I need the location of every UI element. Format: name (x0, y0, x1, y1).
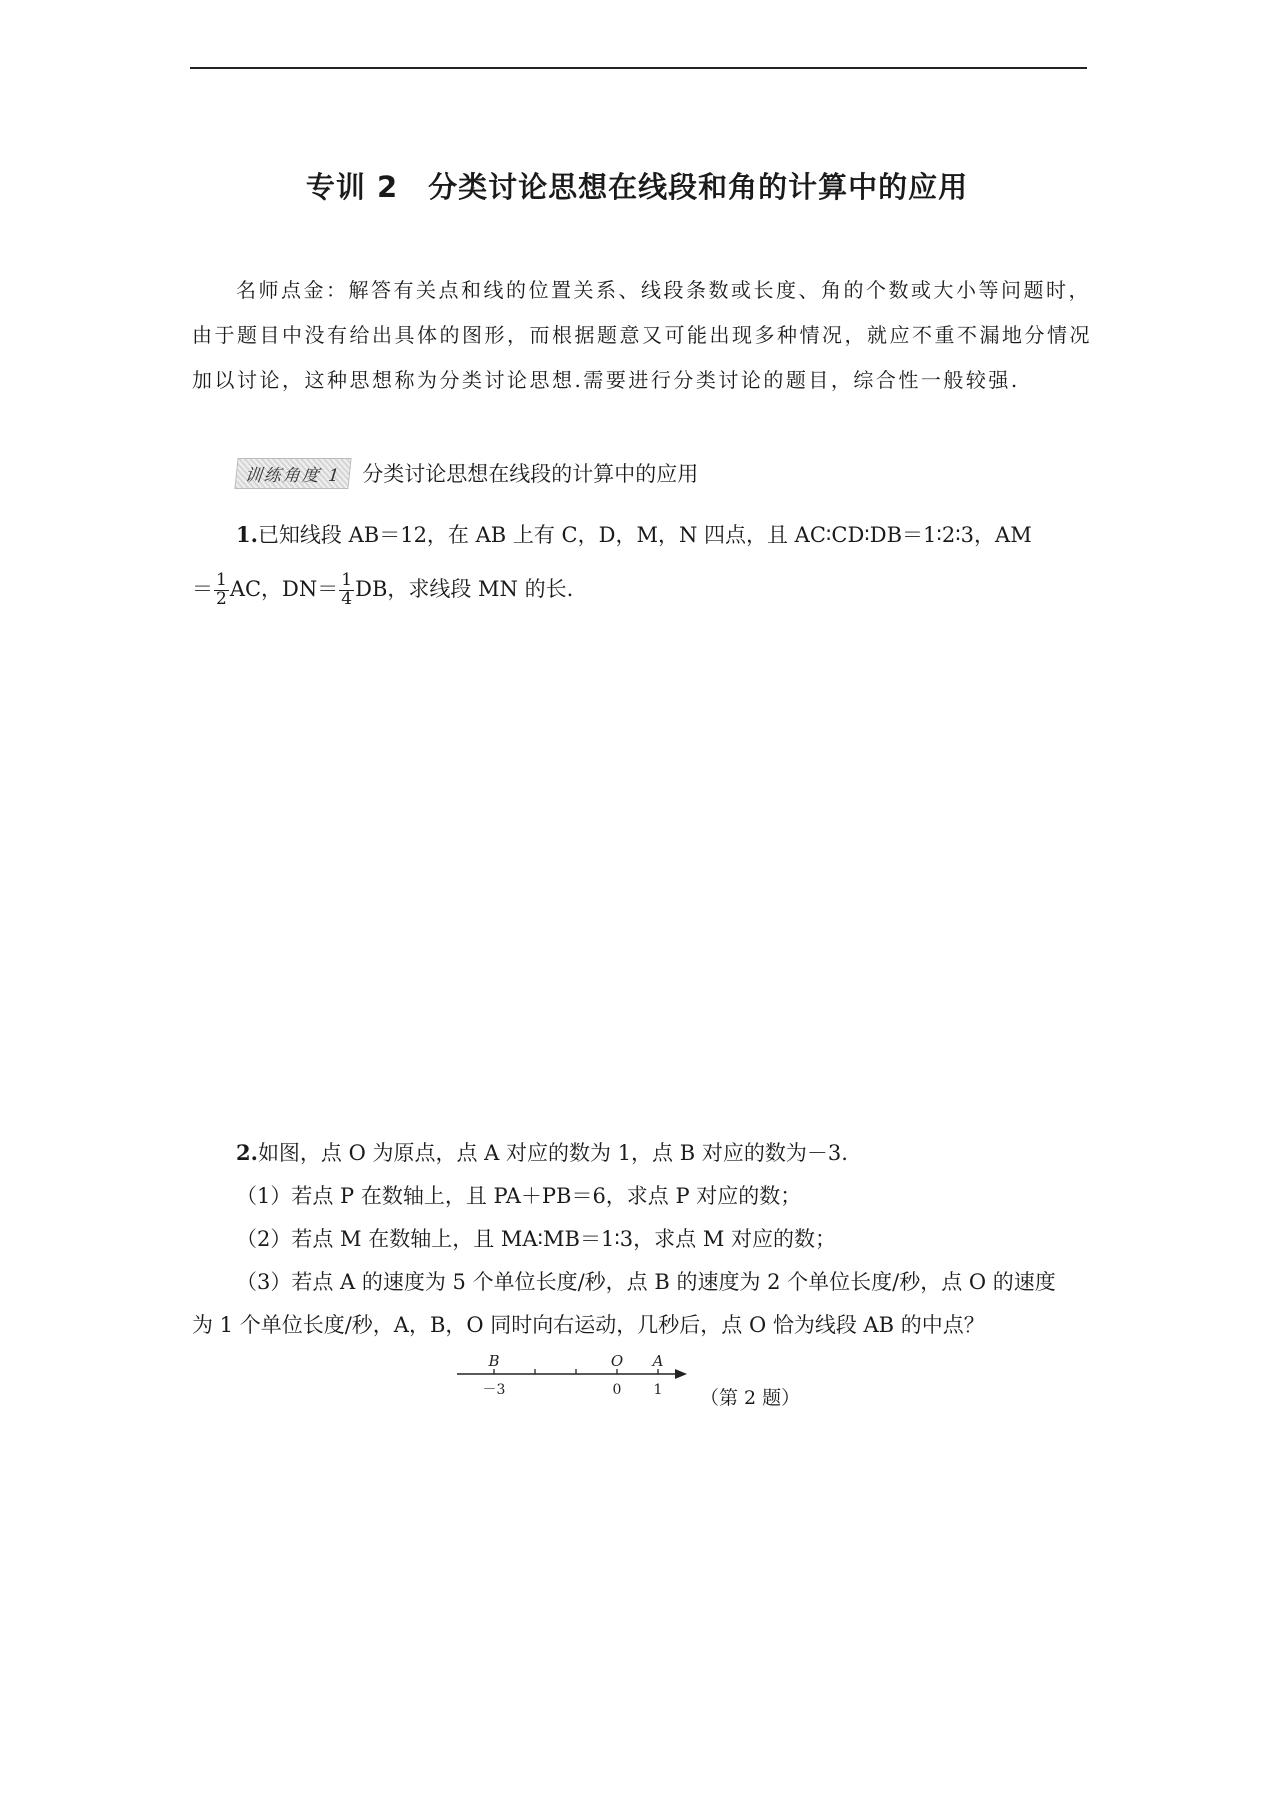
fraction-one-quarter (339, 572, 354, 609)
fraction-denominator: 2 (216, 589, 227, 609)
fraction-one-half (214, 572, 229, 609)
question-1-line-1 (192, 508, 1087, 562)
figure-caption: （第 2 题） (700, 1387, 801, 1409)
number-line-arrow (675, 1369, 687, 1379)
fraction-numerator: 1 (341, 570, 353, 591)
header-rule (190, 67, 1087, 69)
question-text: AC，DN＝ (229, 577, 339, 601)
section-title: 分类讨论思想在线段的计算中的应用 (362, 462, 699, 486)
fraction-numerator: 1 (216, 570, 227, 591)
question-1 (192, 508, 1087, 616)
question-2-part-3: （3）若点 A 的速度为 5 个单位长度/秒，点 B 的速度为 2 个单位长度/秒，点 O 的速度 (236, 1270, 1056, 1294)
question-text: 如图，点 O 为原点，点 A 对应的数为 1，点 B 对应的数为－3. (257, 1141, 848, 1165)
number-line (455, 1352, 695, 1407)
fraction-denominator: 4 (341, 589, 353, 609)
equals-sign: ＝ (192, 577, 213, 601)
tip-line: 加以讨论，这种思想称为分类讨论思想.需要进行分类讨论的题目，综合性一般较强. (192, 368, 1020, 392)
training-badge: 训练角度 1 (234, 458, 351, 489)
question-number: 1. (236, 522, 258, 547)
number-line-figure (455, 1352, 801, 1409)
question-number: 2. (236, 1140, 258, 1165)
tip-line: 由于题目中没有给出具体的图形，而根据题意又可能出现多种情况，就应不重不漏地分情况 (192, 323, 1092, 347)
point-label-A: A (652, 1352, 664, 1370)
tip-paragraph (192, 268, 1092, 403)
question-1-line-2 (192, 562, 1087, 616)
tick-label-A: 1 (653, 1382, 663, 1398)
section-heading (236, 455, 698, 491)
question-2 (192, 1131, 1087, 1347)
question-2-part-3-continued: 为 1 个单位长度/秒，A，B，O 同时向右运动，几秒后，点 O 恰为线段 AB 的中点？ (192, 1313, 985, 1337)
page-title: 专训 2 分类讨论思想在线段和角的计算中的应用 (305, 170, 969, 204)
question-text: DB，求线段 MN 的长. (355, 577, 574, 601)
tip-line: 名师点金：解答有关点和线的位置关系、线段条数或长度、角的个数或大小等问题时， (236, 278, 1091, 302)
point-label-B: B (488, 1352, 500, 1370)
tick-label-O: 0 (612, 1382, 622, 1398)
question-2-intro (192, 1131, 1087, 1175)
question-text: 已知线段 AB＝12，在 AB 上有 C，D，M，N 四点，且 AC∶CD∶DB＝1∶2∶3，AM (257, 523, 1032, 547)
point-label-O: O (610, 1352, 624, 1370)
question-2-part-1: （1）若点 P 在数轴上，且 PA＋PB＝6，求点 P 对应的数； (236, 1184, 802, 1208)
tick-label-B: －3 (482, 1382, 506, 1398)
question-2-part-2: （2）若点 M 在数轴上，且 MA∶MB＝1∶3，求点 M 对应的数； (236, 1227, 836, 1251)
